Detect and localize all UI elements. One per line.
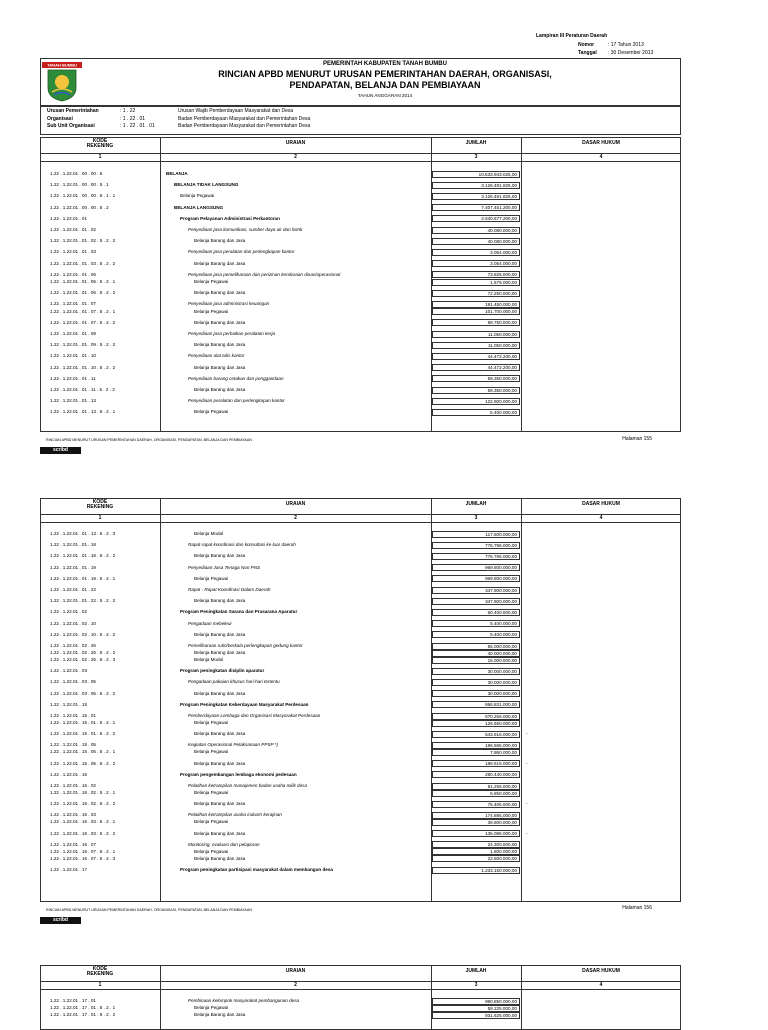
row-kode: 1.22 . 1.22.01 . 03 . 05 . 5 . 2 . 2 bbox=[50, 690, 116, 696]
row-kode: 1.22 . 1.22.01 . 15 . 01 . 5 . 2 . 2 bbox=[50, 731, 116, 737]
row-jumlah: 3.126.491.825,00 bbox=[432, 193, 520, 200]
row-uraian: Pemberdayaan Lembaga dan Organisasi Masyarakat Perdesaan bbox=[188, 713, 321, 718]
row-kode: 1.22 . 1.22.01 . 01 . 19 bbox=[50, 564, 96, 570]
column-jumlah: JUMLAH bbox=[465, 140, 487, 146]
row-uraian: Penyediaan jasa pemeliharaan dan perizinan kendaraan dinas/operasional bbox=[188, 271, 341, 277]
info-desc: Urusan Wajib Pemberdayaan Masyarakat dan Desa bbox=[178, 108, 294, 114]
column-number: 2 bbox=[294, 514, 297, 521]
row-kode: 1.22 . 1.22.01 . 16 . 07 . 5 . 2 . 3 bbox=[50, 855, 116, 861]
row-jumlah: 11.050.000,00 bbox=[432, 342, 520, 349]
column-number: 3 bbox=[474, 514, 478, 521]
nomor-value: : 17 Tahun 2013 bbox=[608, 42, 644, 48]
row-uraian: BELANJA TIDAK LANGSUNG bbox=[174, 182, 239, 188]
row-uraian: Belanja Barang dan Jasa bbox=[194, 690, 246, 696]
row-kode: 1.22 . 1.22.01 . 01 . 18 . 5 . 2 . 2 bbox=[50, 553, 116, 559]
header-divider bbox=[40, 161, 681, 162]
row-kode: 1.22 . 1.22.01 . 01 . 03 bbox=[50, 249, 96, 255]
column-number: 1 bbox=[98, 153, 102, 160]
row-jumlah: 5.400.000,00 bbox=[432, 409, 520, 416]
row-jumlah: 280.440.000,00 bbox=[432, 771, 520, 778]
row-kode: 1.22 . 1.22.01 . 16 . 02 . 5 . 2 . 1 bbox=[50, 790, 116, 795]
row-kode: 1.22 . 1.22.01 . 01 . 02 bbox=[50, 227, 96, 232]
row-jumlah: 776.796.000,00 bbox=[432, 553, 520, 560]
row-uraian: Penyediaan alat tulis kantor bbox=[188, 353, 245, 359]
row-uraian: Pengadaan pakaian khusus hari-hari tertentu bbox=[188, 679, 280, 685]
nomor-label: Nomor bbox=[578, 42, 595, 48]
row-uraian: Belanja Barang dan Jasa bbox=[194, 731, 246, 737]
row-kode: 1.22 . 1.22.01 . 01 bbox=[50, 215, 88, 221]
row-kode: 1.22 . 1.22.01 . 03 bbox=[50, 668, 88, 674]
row-kode: 1.22 . 1.22.01 . 15 . 05 . 5 . 2 . 1 bbox=[50, 749, 116, 755]
row-uraian: Belanja Barang dan Jasa bbox=[194, 650, 246, 655]
row-uraian: Belanja Barang dan Jasa bbox=[194, 290, 246, 296]
row-kode: 1.22 . 1.22.01 . 15 bbox=[50, 701, 88, 707]
row-kode: 1.22 . 1.22.01 . 01 . 22 bbox=[50, 587, 96, 592]
row-kode: 1.22 . 1.22.01 . 01 . 19 . 5 . 2 . 1 bbox=[50, 575, 116, 581]
info-code: : 1 . 22 . 01 bbox=[120, 115, 146, 122]
row-uraian: Belanja Pegawai bbox=[194, 749, 229, 755]
column-rekening: REKENING bbox=[86, 504, 114, 510]
row-uraian: Belanja Pegawai bbox=[194, 1005, 229, 1011]
row-kode: 1.22 . 1.22.01 . 00 . 00 . 5 . 1 bbox=[50, 182, 109, 188]
row-uraian: Rapat-rapat koordinasi dan konsultasi ke luar daerah bbox=[188, 542, 296, 548]
row-uraian: Belanja Pegawai bbox=[180, 193, 215, 199]
row-jumlah: 1.233.150.000,00 bbox=[432, 867, 520, 874]
row-uraian: Belanja Barang dan Jasa bbox=[194, 598, 246, 604]
row-jumlah: 75.405.000,00 bbox=[432, 801, 520, 808]
row-jumlah: 969.800.000,00 bbox=[432, 575, 520, 582]
row-dash: - bbox=[526, 760, 528, 766]
row-jumlah: 39.800.000,00 bbox=[432, 819, 520, 826]
header-divider bbox=[40, 522, 681, 523]
row-jumlah: 5.850.000,00 bbox=[432, 790, 520, 797]
footer-note: RINCIAN APBD MENURUT URUSAN PEMERINTAHAN DAERAH, ORGANISASI, PENDAPATAN, BELANJA DAN PEMBIAYAAN bbox=[46, 908, 252, 912]
table-frame bbox=[40, 498, 681, 902]
row-uraian: Program peningkatan partisipasi masyarakat dalam membangun desa bbox=[180, 867, 333, 872]
row-jumlah: 101.700.000,00 bbox=[432, 308, 520, 315]
row-jumlah: 73.825.000,00 bbox=[432, 271, 520, 278]
column-number: 2 bbox=[294, 981, 297, 988]
row-kode: 1.22 . 1.22.01 . 01 . 06 . 5 . 2 . 1 bbox=[50, 279, 116, 284]
row-dash: - bbox=[526, 801, 528, 807]
column-jumlah: JUMLAH bbox=[465, 501, 487, 507]
row-jumlah: 59.350.000,00 bbox=[432, 375, 520, 382]
column-divider bbox=[160, 137, 161, 432]
row-uraian: Belanja Pegawai bbox=[194, 279, 229, 284]
table-frame bbox=[40, 137, 681, 432]
row-kode: 1.22 . 1.22.01 . 01 . 18 bbox=[50, 542, 96, 548]
row-uraian: Penyediaan jasa administrasi keuangan bbox=[188, 301, 270, 307]
row-kode: 1.22 . 1.22.01 . 16 . 03 . 5 . 2 . 1 bbox=[50, 819, 116, 825]
row-kode: 1.22 . 1.22.01 . 01 . 09 bbox=[50, 331, 96, 336]
row-kode: 1.22 . 1.22.01 . 02 . 26 . 5 . 2 . 2 bbox=[50, 650, 116, 655]
row-uraian: Belanja Pegawai bbox=[194, 720, 229, 725]
row-uraian: Belanja Modal bbox=[194, 531, 224, 536]
row-uraian: Program peningkatan disiplin aparatur bbox=[180, 668, 265, 674]
row-uraian: Belanja Barang dan Jasa bbox=[194, 631, 246, 637]
row-jumlah: 543.616.000,00 bbox=[432, 731, 520, 738]
footer-note: RINCIAN APBD MENURUT URUSAN PEMERINTAHAN DAERAH, ORGANISASI, PENDAPATAN, BELANJA DAN PEMBIAYAAN bbox=[46, 438, 252, 442]
column-rekening: REKENING bbox=[86, 143, 114, 149]
column-rekening: REKENING bbox=[86, 971, 114, 977]
row-kode: 1.22 . 1.22.01 . 16 . 02 bbox=[50, 783, 96, 788]
row-uraian: Belanja Modal bbox=[194, 657, 224, 662]
header-line4: TAHUN ANGGARAN 2014 bbox=[357, 93, 413, 98]
row-jumlah: 22.500.000,00 bbox=[432, 855, 520, 862]
row-kode: 1.22 . 1.22.01 . 02 . 26 bbox=[50, 643, 96, 648]
row-jumlah: 59.350.000,00 bbox=[432, 387, 520, 394]
row-jumlah: 135.085.000,00 bbox=[432, 830, 520, 837]
row-jumlah: 931.625.000,00 bbox=[432, 1012, 520, 1019]
row-jumlah: 7.950.000,00 bbox=[432, 749, 520, 756]
row-kode: 1.22 . 1.22.01 . 02 bbox=[50, 609, 88, 615]
row-kode: 1.22 . 1.22.01 . 01 . 10 bbox=[50, 353, 96, 359]
row-jumlah: 44.472.200,00 bbox=[432, 353, 520, 360]
column-uraian: URAIAN bbox=[285, 968, 306, 974]
row-kode: 1.22 . 1.22.01 . 01 . 11 bbox=[50, 375, 96, 381]
row-jumlah: 3.054.000,00 bbox=[432, 260, 520, 267]
row-uraian: Belanja Barang dan Jasa bbox=[194, 342, 246, 348]
info-desc: Badan Pemberdayaan Masyarakat dan Pemerintahan Desa bbox=[178, 123, 311, 129]
row-uraian: Pengadaan mebeleur bbox=[188, 620, 232, 626]
row-uraian: Belanja Barang dan Jasa bbox=[194, 830, 246, 836]
row-jumlah: 117.500.000,00 bbox=[432, 531, 520, 538]
row-uraian: Program Peningkatan Keberdayaan Masyarakat Perdesaan bbox=[180, 701, 309, 707]
column-number: 1 bbox=[98, 981, 102, 988]
scribd-watermark: scribd bbox=[40, 447, 81, 454]
header-line2: RINCIAN APBD MENURUT URUSAN PEMERINTAHAN DAERAH, ORGANISASI, bbox=[218, 69, 552, 79]
row-kode: 1.22 . 1.22.01 . 02 . 26 . 5 . 2 . 3 bbox=[50, 657, 116, 662]
column-divider bbox=[521, 498, 522, 902]
page-number-156: Halaman 156 bbox=[622, 905, 652, 911]
row-uraian: Belanja Barang dan Jasa bbox=[194, 387, 246, 392]
row-jumlah: 72.250.000,00 bbox=[432, 290, 520, 297]
row-uraian: BELANJA LANGSUNG bbox=[174, 204, 224, 210]
row-uraian: Kegiatan Operasional Pelaksanaan PPSP *) bbox=[188, 742, 278, 748]
row-kode: 1.22 . 1.22.01 . 01 . 09 . 5 . 2 . 2 bbox=[50, 342, 116, 348]
row-jumlah: 40.000.000,00 bbox=[432, 650, 520, 657]
row-kode: 1.22 . 1.22.01 . 02 . 10 bbox=[50, 620, 96, 626]
column-number: 4 bbox=[599, 981, 603, 988]
row-uraian: Belanja Barang dan Jasa bbox=[194, 238, 246, 244]
row-uraian: Pelatihan ketrampilan usaha industri kerajinan bbox=[188, 812, 282, 818]
row-kode: 1.22 . 1.22.01 . 15 . 01 bbox=[50, 713, 96, 718]
row-uraian: Pembinaan kelompok masyarakat pembangunan desa bbox=[188, 998, 300, 1003]
row-jumlah: 81.255.000,00 bbox=[432, 783, 520, 790]
row-kode: 1.22 . 1.22.01 . 01 . 13 . 5 . 2 . 3 bbox=[50, 531, 116, 536]
row-kode: 1.22 . 1.22.01 . 01 . 11 . 5 . 2 . 2 bbox=[50, 387, 115, 392]
row-jumlah: 776.796.000,00 bbox=[432, 542, 520, 549]
row-kode: 1.22 . 1.22.01 . 15 . 05 . 5 . 2 . 2 bbox=[50, 760, 116, 766]
row-kode: 1.22 . 1.22.01 . 01 . 07 bbox=[50, 301, 96, 307]
row-jumlah: 5.400.000,00 bbox=[432, 620, 520, 627]
row-jumlah: 191.450.000,00 bbox=[432, 301, 520, 308]
row-kode: 1.22 . 1.22.01 . 01 . 13 bbox=[50, 398, 96, 404]
row-kode: 1.22 . 1.22.01 . 01 . 03 . 5 . 2 . 2 bbox=[50, 260, 116, 266]
row-kode: 1.22 . 1.22.01 . 01 . 22 . 5 . 2 . 2 bbox=[50, 598, 116, 604]
scribd-watermark: scribd bbox=[40, 917, 81, 924]
row-uraian: Penyediaan Jasa Tenaga Non PNS bbox=[188, 564, 261, 570]
row-kode: 1.22 . 1.22.01 . 17 bbox=[50, 867, 88, 872]
row-uraian: Penyediaan barang cetakan dan penggandaan bbox=[188, 375, 284, 381]
row-uraian: Belanja Pegawai bbox=[194, 848, 229, 854]
row-uraian: Belanja Barang dan Jasa bbox=[194, 1012, 246, 1018]
row-jumlah: 44.472.200,00 bbox=[432, 364, 520, 371]
row-jumlah: 15.000.000,00 bbox=[432, 657, 520, 664]
column-kode: KODE bbox=[92, 499, 108, 505]
row-dash: - bbox=[526, 731, 528, 737]
row-jumlah: 11.050.000,00 bbox=[432, 331, 520, 338]
row-uraian: Belanja Barang dan Jasa bbox=[194, 553, 246, 559]
row-uraian: Belanja Barang dan Jasa bbox=[194, 364, 246, 370]
row-kode: 1.22 . 1.22.01 . 17 . 01 . 5 . 2 . 2 bbox=[50, 1012, 116, 1018]
column-number: 1 bbox=[98, 514, 102, 521]
column-number: 4 bbox=[599, 514, 603, 521]
row-jumlah: 55.000.000,00 bbox=[432, 643, 520, 650]
row-jumlah: 196.565.000,00 bbox=[432, 742, 520, 749]
row-kode: 1.22 . 1.22.01 . 00 . 00 . 5 bbox=[50, 171, 103, 176]
row-uraian: Penyediaan jasa komunikasi, sumber daya air dan listrik bbox=[188, 227, 303, 232]
row-jumlah: 59.225.000,00 bbox=[432, 1005, 520, 1012]
row-uraian: Rapat - Rapat Koordinasi Dalam Daerah bbox=[188, 587, 271, 592]
row-uraian: Belanja Pegawai bbox=[194, 575, 229, 581]
column-divider bbox=[521, 965, 522, 1030]
row-jumlah: 3.054.000,00 bbox=[432, 249, 520, 256]
info-label: Urusan Pemerintahan bbox=[47, 108, 99, 114]
row-kode: 1.22 . 1.22.01 . 03 . 05 bbox=[50, 679, 96, 685]
row-jumlah: 866.831.000,00 bbox=[432, 701, 520, 708]
row-jumlah: 30.000.000,00 bbox=[432, 690, 520, 697]
header-line3: PENDAPATAN, BELANJA DAN PEMBIAYAAN bbox=[289, 80, 481, 90]
row-kode: 1.22 . 1.22.01 . 01 . 06 bbox=[50, 271, 96, 277]
column-divider bbox=[160, 498, 161, 902]
row-uraian: Penyediaan jasa perbaikan peralatan kerja bbox=[188, 331, 276, 336]
row-jumlah: 122.900.000,00 bbox=[432, 398, 520, 405]
column-divider bbox=[160, 965, 161, 1030]
column-uraian: URAIAN bbox=[285, 140, 306, 146]
row-uraian: Monitoring, evaluasi dan pelaporan bbox=[188, 841, 260, 847]
column-dasar-hukum: DASAR HUKUM bbox=[582, 501, 620, 507]
row-uraian: Program pengembangan lembaga ekonomi pedesaan bbox=[180, 771, 297, 777]
column-dasar-hukum: DASAR HUKUM bbox=[582, 968, 620, 974]
row-jumlah: 30.000.000,00 bbox=[432, 668, 520, 675]
row-kode: 1.22 . 1.22.01 . 01 . 06 . 5 . 2 . 2 bbox=[50, 290, 116, 296]
row-jumlah: 1.575.000,00 bbox=[432, 279, 520, 286]
row-jumlah: 126.650.000,00 bbox=[432, 720, 520, 727]
column-number: 4 bbox=[599, 153, 603, 160]
row-uraian: Belanja Pegawai bbox=[194, 308, 229, 314]
row-uraian: Pemeliharaan rutin/berkala perlengkapan gedung kantor bbox=[188, 643, 303, 648]
info-code: : 1 . 22 bbox=[120, 108, 136, 114]
row-uraian: Program Peningkatan Sarana dan Prasarana Aparatur bbox=[180, 609, 298, 615]
row-kode: 1.22 . 1.22.01 . 16 . 03 . 5 . 2 . 2 bbox=[50, 830, 116, 836]
row-jumlah: 188.615.000,00 bbox=[432, 760, 520, 767]
row-uraian: Program Pelayanan Administrasi Perkantoran bbox=[180, 215, 280, 221]
row-jumlah: 347.900.000,00 bbox=[432, 598, 520, 605]
row-uraian: Belanja Barang dan Jasa bbox=[194, 855, 246, 861]
row-jumlah: 174.885.000,00 bbox=[432, 812, 520, 819]
row-jumlah: 89.750.000,00 bbox=[432, 319, 520, 326]
column-kode: KODE bbox=[92, 138, 108, 144]
row-kode: 1.22 . 1.22.01 . 01 . 10 . 5 . 2 . 2 bbox=[50, 364, 116, 370]
row-uraian: Belanja Barang dan Jasa bbox=[194, 801, 246, 807]
row-jumlah: 1.800.000,00 bbox=[432, 848, 520, 855]
row-jumlah: 990.850.000,00 bbox=[432, 998, 520, 1005]
row-uraian: Belanja Barang dan Jasa bbox=[194, 760, 246, 766]
row-kode: 1.22 . 1.22.01 . 15 . 01 . 5 . 2 . 1 bbox=[50, 720, 116, 725]
row-jumlah: 7.407.451.200,00 bbox=[432, 204, 520, 211]
column-uraian: URAIAN bbox=[285, 501, 306, 507]
row-uraian: Belanja Barang dan Jasa bbox=[194, 260, 246, 266]
row-kode: 1.22 . 1.22.01 . 00 . 00 . 5 . 2 bbox=[50, 204, 109, 210]
column-kode: KODE bbox=[92, 966, 108, 972]
row-uraian: Penyediaan peralatan dan perlengkapan kantor bbox=[188, 398, 285, 404]
info-code: : 1 . 22 . 01 . 01 bbox=[120, 123, 155, 129]
row-kode: 1.22 . 1.22.01 . 16 . 07 bbox=[50, 841, 96, 847]
row-uraian: BELANJA bbox=[166, 171, 188, 176]
row-kode: 1.22 . 1.22.01 . 01 . 07 . 5 . 2 . 1 bbox=[50, 308, 116, 314]
row-kode: 1.22 . 1.22.01 . 17 . 01 . 5 . 2 . 1 bbox=[50, 1005, 116, 1011]
row-jumlah: 2.640.677.200,00 bbox=[432, 215, 520, 222]
column-divider bbox=[521, 137, 522, 432]
row-uraian: Penyediaan jasa peralatan dan perlengkapan kantor bbox=[188, 249, 295, 255]
row-dash: - bbox=[526, 830, 528, 836]
info-label: Sub Unit Organisasi bbox=[47, 123, 95, 129]
logo-text: TANAH BUMBU bbox=[47, 62, 77, 68]
row-jumlah: 30.000.000,00 bbox=[432, 679, 520, 686]
row-uraian: Belanja Pegawai bbox=[194, 409, 229, 415]
info-label: Organisasi bbox=[47, 115, 73, 122]
row-jumlah: 40.080.000,00 bbox=[432, 227, 520, 234]
row-kode: 1.22 . 1.22.01 . 16 . 07 . 5 . 2 . 1 bbox=[50, 848, 116, 854]
row-kode: 1.22 . 1.22.01 . 01 . 07 . 5 . 2 . 2 bbox=[50, 319, 116, 325]
column-number: 3 bbox=[474, 153, 478, 160]
row-kode: 1.22 . 1.22.01 . 16 . 02 . 5 . 2 . 2 bbox=[50, 801, 116, 807]
row-kode: 1.22 . 1.22.01 . 00 . 00 . 5 . 1 . 1 bbox=[50, 193, 116, 199]
row-jumlah: 24.300.000,00 bbox=[432, 841, 520, 848]
row-uraian: Belanja Barang dan Jasa bbox=[194, 319, 246, 325]
column-jumlah: JUMLAH bbox=[465, 968, 487, 974]
row-kode: 1.22 . 1.22.01 . 01 . 13 . 5 . 2 . 1 bbox=[50, 409, 116, 415]
row-kode: 1.22 . 1.22.01 . 16 . 03 bbox=[50, 812, 96, 818]
info-desc: Badan Pemberdayaan Masyarakat dan Pemerintahan Desa bbox=[178, 115, 311, 122]
header-line1: PEMERINTAH KABUPATEN TANAH BUMBU bbox=[323, 61, 447, 67]
row-kode: 1.22 . 1.22.01 . 01 . 02 . 5 . 2 . 2 bbox=[50, 238, 116, 244]
row-kode: 1.22 . 1.22.01 . 17 . 01 bbox=[50, 998, 96, 1003]
row-jumlah: 60.400.000,00 bbox=[432, 609, 520, 616]
row-jumlah: 40.080.000,00 bbox=[432, 238, 520, 245]
row-jumlah: 3.126.491.825,00 bbox=[432, 182, 520, 189]
row-kode: 1.22 . 1.22.01 . 15 . 05 bbox=[50, 742, 96, 748]
tanggal-value: : 30 Desember 2013 bbox=[608, 50, 654, 56]
row-kode: 1.22 . 1.22.01 . 16 bbox=[50, 771, 88, 777]
row-jumlah: 670.266.000,00 bbox=[432, 713, 520, 720]
row-uraian: Belanja Pegawai bbox=[194, 819, 229, 825]
row-jumlah: 5.400.000,00 bbox=[432, 631, 520, 638]
row-kode: 1.22 . 1.22.01 . 02 . 10 . 5 . 2 . 2 bbox=[50, 631, 116, 637]
tanggal-label: Tanggal bbox=[578, 50, 597, 56]
row-jumlah: 10.533.943.025,00 bbox=[432, 171, 520, 178]
row-uraian: Pelatihan ketrampilan manajemen badan usaha milik desa bbox=[188, 783, 307, 788]
row-jumlah: 347.900.000,00 bbox=[432, 587, 520, 594]
column-number: 3 bbox=[474, 981, 478, 988]
page-number-155: Halaman 155 bbox=[622, 436, 652, 442]
column-dasar-hukum: DASAR HUKUM bbox=[582, 140, 620, 146]
row-jumlah: 969.800.000,00 bbox=[432, 564, 520, 571]
header-divider bbox=[40, 989, 681, 990]
lampiran-title: Lampiran III Peraturan Daerah bbox=[536, 33, 608, 39]
regency-logo bbox=[42, 62, 82, 102]
row-uraian: Belanja Pegawai bbox=[194, 790, 229, 795]
column-number: 2 bbox=[294, 153, 297, 160]
